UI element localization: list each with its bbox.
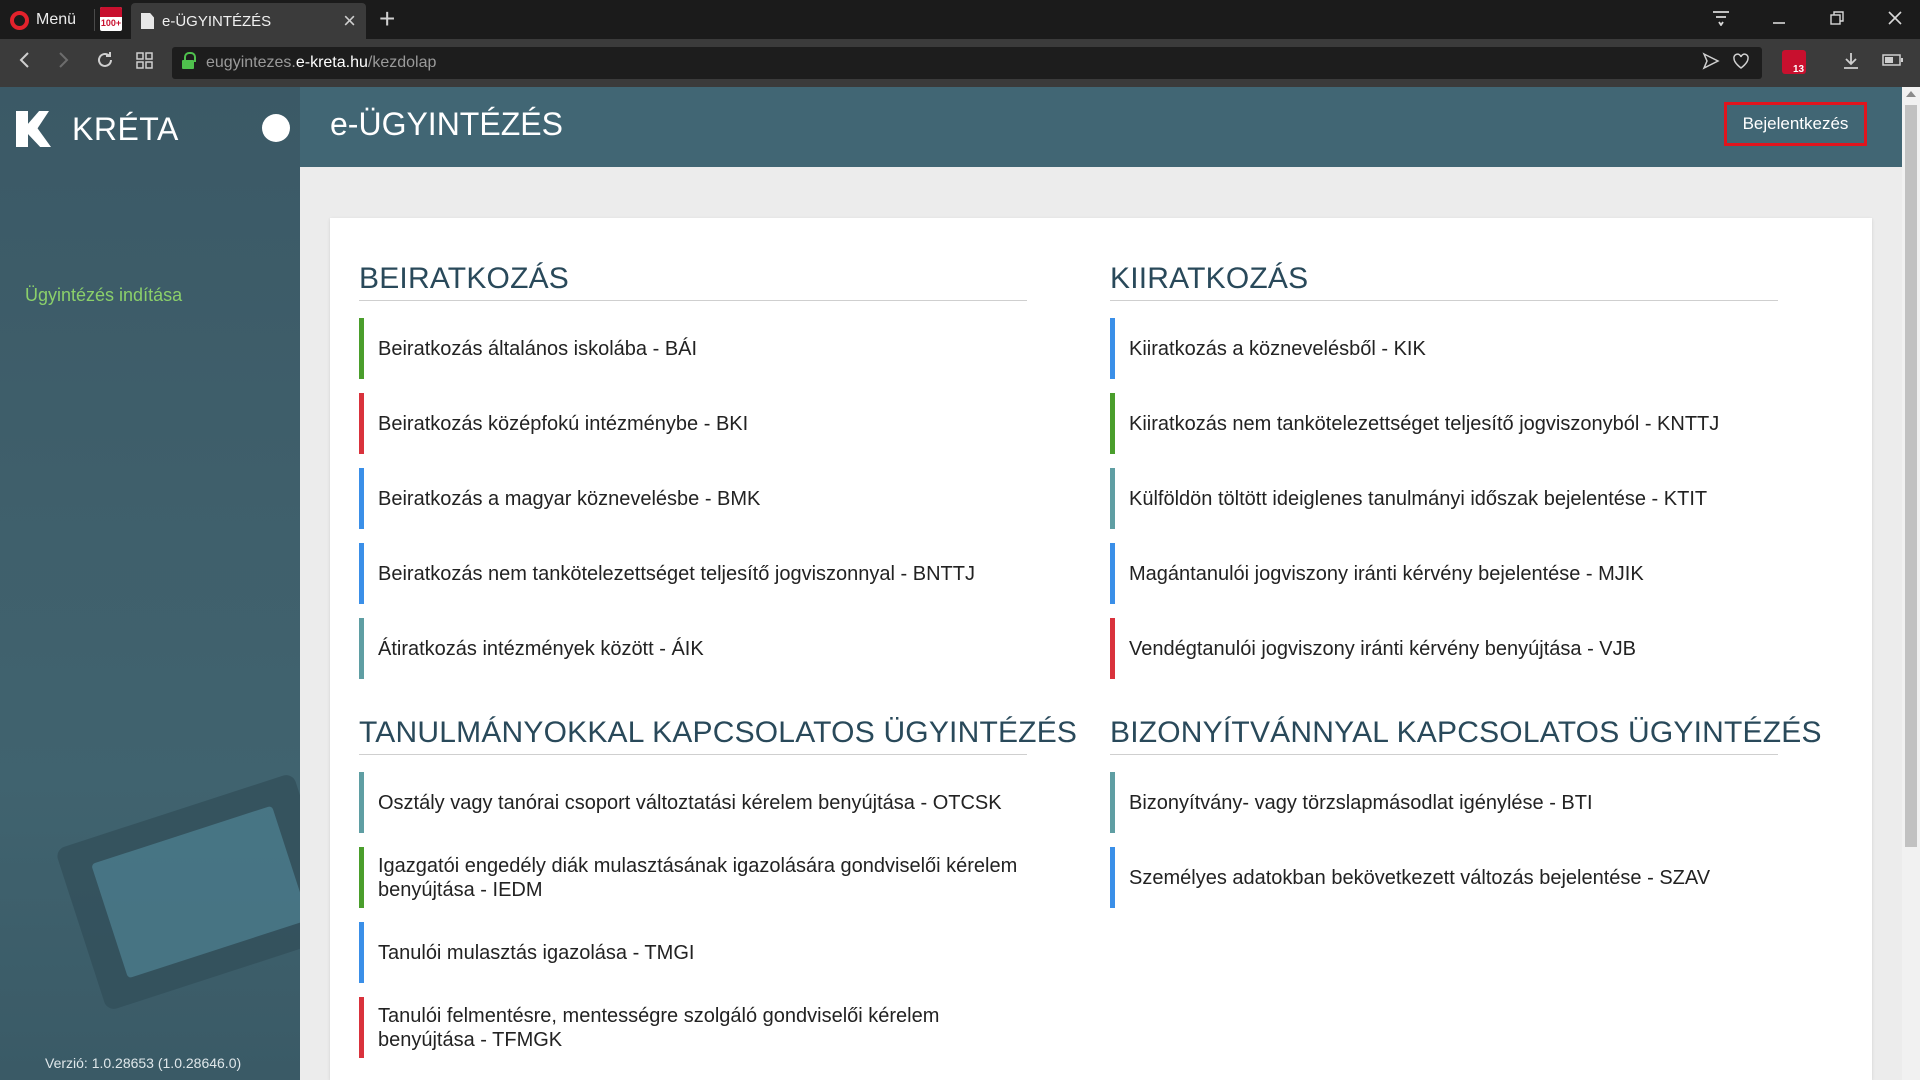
list-item-label: Személyes adatokban bekövetkezett változás bejelentése - SZAV [1129, 866, 1711, 889]
kreta-logo-icon [16, 111, 50, 147]
pinned-tab[interactable] [100, 7, 122, 31]
list-item[interactable] [359, 922, 1027, 983]
list-item-label: Beiratkozás középfokú intézménybe - BKI [378, 412, 749, 435]
list-item[interactable] [359, 468, 1027, 529]
section-title: BIZONYÍTVÁNNYAL KAPCSOLATOS ÜGYINTÉZÉS [1110, 716, 1778, 755]
url-prefix: eugyintezes. [206, 54, 296, 71]
scroll-thumb[interactable] [1905, 105, 1917, 847]
list-item[interactable] [359, 543, 1027, 604]
list-item-label: Vendégtanulói jogviszony iránti kérvény benyújtása - VJB [1129, 637, 1636, 660]
sidebar-background-illustration [55, 773, 300, 1012]
list-item-label: Tanulói mulasztás igazolása - TMGI [378, 941, 695, 964]
list-item[interactable] [359, 772, 1027, 833]
document-icon [141, 13, 154, 29]
list-item-label: Beiratkozás a magyar köznevelésbe - BMK [378, 487, 761, 510]
browser-menu-label: Menü [36, 11, 77, 28]
list-item-label: Beiratkozás általános iskolába - BÁI [378, 337, 698, 360]
window-controls [1710, 6, 1906, 34]
list-item-label: Magántanulói jogviszony iránti kérvény bejelentése - MJIK [1129, 562, 1644, 585]
content-card [330, 218, 1872, 1080]
address-actions [1702, 47, 1750, 79]
heart-icon[interactable] [1732, 52, 1750, 75]
login-button[interactable]: Bejelentkezés [1724, 102, 1867, 146]
sidebar-item-start-case[interactable]: Ügyintézés indítása [25, 285, 183, 305]
page-header [300, 87, 1902, 167]
new-tab-button[interactable]: + [379, 3, 396, 34]
list-item[interactable] [1110, 772, 1778, 833]
section-enrollment [359, 262, 1027, 660]
list-item[interactable] [359, 997, 1027, 1058]
tab-menu-icon[interactable] [1710, 9, 1732, 32]
send-icon[interactable] [1702, 52, 1720, 75]
browser-tab-bar [0, 0, 1920, 39]
address-input[interactable] [172, 47, 1762, 79]
list-item[interactable] [1110, 543, 1778, 604]
scroll-up-icon[interactable] [1906, 91, 1916, 97]
section-studies [359, 716, 1078, 1051]
list-item-label: Beiratkozás nem tankötelezettséget teljesítő jogviszonnyal - BNTTJ [378, 562, 975, 585]
browser-menu-button[interactable] [10, 9, 76, 31]
list-item[interactable] [1110, 393, 1778, 454]
tab-title: e-ÜGYINTÉZÉS [162, 12, 272, 30]
list-item[interactable] [359, 318, 1027, 379]
sidebar [0, 87, 300, 1080]
section-title: BEIRATKOZÁS [359, 262, 1027, 301]
list-item-label: Tanulói felmentésre, mentességre szolgáló gondviselői kérelem benyújtása - TFMGK [378, 1004, 940, 1051]
browser-toolbar [0, 39, 1920, 87]
url-domain: e-kreta.hu [295, 54, 368, 71]
section-certificates [1110, 716, 1822, 889]
list-item[interactable] [1110, 318, 1778, 379]
url-path: /kezdolap [367, 54, 437, 71]
lock-icon [182, 56, 194, 70]
pinned-tab-icon [100, 7, 122, 17]
sidebar-toggle-icon[interactable] [262, 114, 290, 142]
brand-name: KRÉTA [72, 110, 179, 147]
list-item[interactable] [1110, 847, 1778, 908]
page-scrollbar[interactable] [1902, 87, 1920, 1080]
list-item-label: Osztály vagy tanórai csoport változtatási kérelem benyújtása - OTCSK [378, 791, 1002, 814]
list-item[interactable] [359, 393, 1027, 454]
forward-icon[interactable] [48, 47, 78, 79]
list-item[interactable] [1110, 468, 1778, 529]
restore-icon[interactable] [1826, 9, 1848, 32]
section-title: TANULMÁNYOKKAL KAPCSOLATOS ÜGYINTÉZÉS [359, 716, 1027, 755]
extension-badge: 13 [1793, 64, 1805, 75]
list-item-label: Igazgatói engedély diák mulasztásának igazolására gondviselői kérelem benyújtása - IEDM [378, 854, 1018, 901]
opera-logo-icon [10, 11, 29, 30]
back-icon[interactable] [10, 47, 40, 79]
pinned-tab-text: 100+ [100, 18, 122, 28]
list-item-label: Külföldön töltött ideiglenes tanulmányi időszak bejelentése - KTIT [1129, 487, 1708, 510]
close-window-icon[interactable] [1884, 9, 1906, 32]
list-item[interactable] [359, 618, 1027, 679]
reload-icon[interactable] [90, 47, 120, 79]
section-withdrawal [1110, 262, 1778, 660]
page-title: e-ÜGYINTÉZÉS [330, 106, 563, 142]
version-text: Verzió: 1.0.28653 (1.0.28646.0) [45, 1055, 242, 1071]
list-item[interactable] [1110, 618, 1778, 679]
list-item-label: Bizonyítvány- vagy törzslapmásodlat igénylése - BTI [1129, 791, 1593, 814]
section-title: KIIRATKOZÁS [1110, 262, 1778, 301]
sidebar-background-screen [91, 806, 300, 979]
download-icon[interactable] [1842, 51, 1860, 76]
battery-icon[interactable] [1882, 51, 1904, 72]
brand[interactable] [16, 107, 179, 151]
minimize-icon[interactable] [1768, 9, 1790, 32]
tab-close-button[interactable]: × [343, 8, 356, 33]
list-item-label: Kiiratkozás nem tankötelezettséget teljesítő jogviszonyból - KNTTJ [1129, 412, 1720, 435]
list-item[interactable] [359, 847, 1027, 908]
tab-separator [94, 9, 95, 31]
grid-icon[interactable] [130, 47, 160, 79]
active-tab[interactable] [131, 3, 366, 39]
list-item-label: Kiiratkozás a köznevelésből - KIK [1129, 337, 1426, 360]
list-item-label: Átiratkozás intézmények között - ÁIK [378, 637, 704, 660]
